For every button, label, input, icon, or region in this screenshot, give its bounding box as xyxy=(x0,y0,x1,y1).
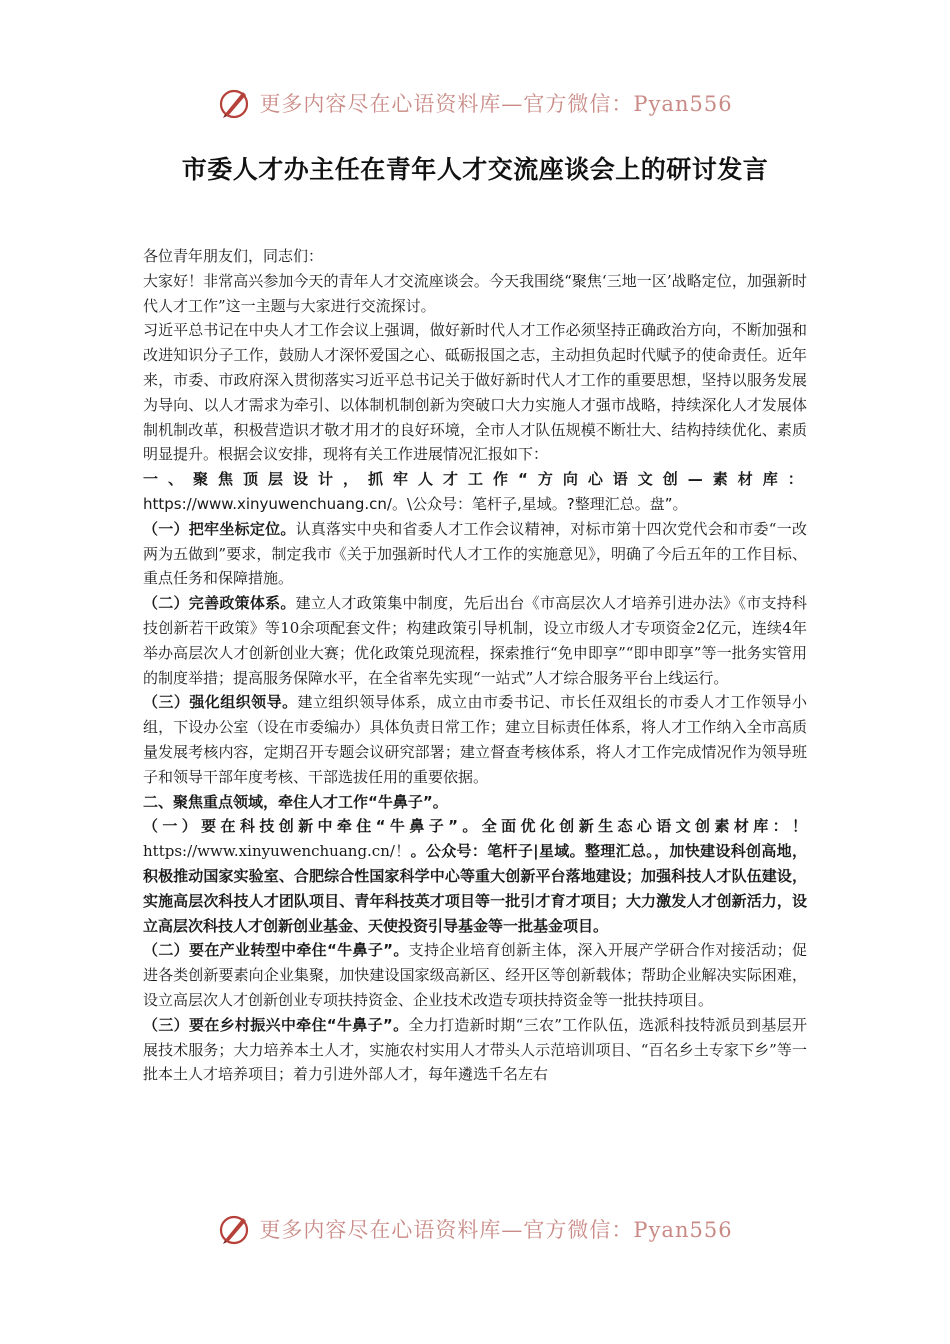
subsection-2-3 xyxy=(143,1013,807,1087)
subsection-2-1 xyxy=(143,814,807,938)
subsection-2-3-lead: （三）要在乡村振兴中牵住“牛鼻子”。 xyxy=(143,1015,409,1034)
subsection-2-2-lead: （二）要在产业转型中牵住“牛鼻子”。 xyxy=(143,941,409,960)
subsection-1-1 xyxy=(143,517,807,591)
section-1-heading-url: https://www.xinyuwenchuang.cn/。\公众号：笔杆子,星域。?整理汇总。盘”。 xyxy=(143,494,688,513)
footer-watermark-banner xyxy=(0,1206,950,1252)
section-2-heading: 二、聚焦重点领域，牵住人才工作“牛鼻子”。 xyxy=(143,792,448,811)
subsection-1-1-body: 认真落实中央和省委人才工作会议精神，对标市第十四次党代会和市委“一改两为五做到”要求，制定我市《关于加强新时代人才工作的实施意见》，明确了今后五年的工作目标、重点任务和保障措施。 xyxy=(143,519,807,588)
section-1-heading xyxy=(143,467,807,517)
document-title: 市委人才办主任在青年人才交流座谈会上的研讨发言 xyxy=(181,155,769,184)
header-watermark-banner xyxy=(0,80,950,126)
subsection-1-1-lead: （一）把牢坐标定位。 xyxy=(143,519,296,538)
context-paragraph: 习近平总书记在中央人才工作会议上强调，做好新时代人才工作必须坚持正确政治方向，不断加强和改进知识分子工作，鼓励人才深怀爱国之心、砥砺报国之志，主动担负起时代赋予的使命责任。近年来，市委、市政府深入贯彻落实习近平总书记关于做好新时代人才工作的重要思想，坚持以服务发展为导向、以人才需求为牵引、以体制机制创新为突破口大力实施人才强市战略，持续深化人才发展体制机制改革，积极营造识才敬才用才的良好环境，全市人才队伍规模不断壮大、结构持续优化、素质明显提升。根据会议安排，现将有关工作进展情况汇报如下： xyxy=(143,321,807,464)
subsection-1-2 xyxy=(143,591,807,690)
subsection-1-2-body: 建立人才政策集中制度，先后出台《市高层次人才培养引进办法》《市支持科技创新若干政策》等10余项配套文件；构建政策引导机制，设立市级人才专项资金2亿元，连续4年举办高层次人才创新创业大赛；优化政策兑现流程，探索推行“免申即享”“即申即享”等一批务实管用的制度举措；提高服务保障水平，在全省率先实现“一站式”人才综合服务平台上线运行。 xyxy=(143,594,807,687)
subsection-1-3 xyxy=(143,690,807,789)
quill-pen-icon xyxy=(217,1212,251,1246)
subsection-1-3-body: 建立组织领导体系，成立由市委书记、市长任双组长的市委人才工作领导小组，下设办公室（设在市委编办）具体负责日常工作；建立目标责任体系，将人才工作纳入全市高质量发展考核内容，定期召开专题会议研究部署；建立督查考核体系，将人才工作完成情况作为领导班子和领导干部年度考核、干部选拔任用的重要依据。 xyxy=(143,693,807,786)
subsection-2-2 xyxy=(143,938,807,1012)
subsection-2-1-body: 。公众号：笔杆子|星域。整理汇总。，加快建设科创高地，积极推动国家实验室、合肥综合性国家科学中心等重大创新平台落地建设；加强科技人才队伍建设，实施高层次科技人才团队项目、青年科技英才项目等一批引才育才项目；大力激发人才创新活力，设立高层次科技人才创新创业基金、天使投资引导基金等一批基金项目。 xyxy=(143,842,807,935)
watermark-text: 更多内容尽在心语资料库—官方微信：Pyan556 xyxy=(259,1218,733,1242)
subsection-2-1-url: https://www.xinyuwenchuang.cn/！ xyxy=(143,842,411,861)
subsection-2-2-body: 支持企业培育创新主体，深入开展产学研合作对接活动；促进各类创新要素向企业集聚，加快建设国家级高新区、经开区等创新载体；帮助企业解决实际困难，设立高层次人才创新创业专项扶持资金、企业技术改造专项扶持资金等一批扶持项目。 xyxy=(143,941,807,1009)
subsection-2-3-body: 全力打造新时期“三农”工作队伍，选派科技特派员到基层开展技术服务；大力培养本土人才，实施农村实用人才带头人示范培训项目、“百名乡土专家下乡”等一批本土人才培养项目；着力引进外部人才，每年遴选千名左右 xyxy=(143,1015,807,1084)
section-1-heading-text: 一、聚焦顶层设计，抓牢人才工作“方向心语文创—素材库： xyxy=(143,470,807,489)
watermark-text: 更多内容尽在心语资料库—官方微信：Pyan556 xyxy=(259,92,733,116)
subsection-1-3-lead: （三）强化组织领导。 xyxy=(143,693,298,712)
greeting-paragraph: 各位青年朋友们，同志们： xyxy=(143,247,324,265)
document-body xyxy=(143,244,807,1087)
intro-paragraph: 大家好！非常高兴参加今天的青年人才交流座谈会。今天我围绕“聚焦‘三地一区’战略定位，加强新时代人才工作”这一主题与大家进行交流探讨。 xyxy=(143,271,807,315)
quill-pen-icon xyxy=(217,86,251,120)
subsection-2-1-lead: （一）要在科技创新中牵住“牛鼻子”。全面优化创新生态心语文创素材库：！ xyxy=(143,817,807,836)
subsection-1-2-lead: （二）完善政策体系。 xyxy=(143,594,296,613)
